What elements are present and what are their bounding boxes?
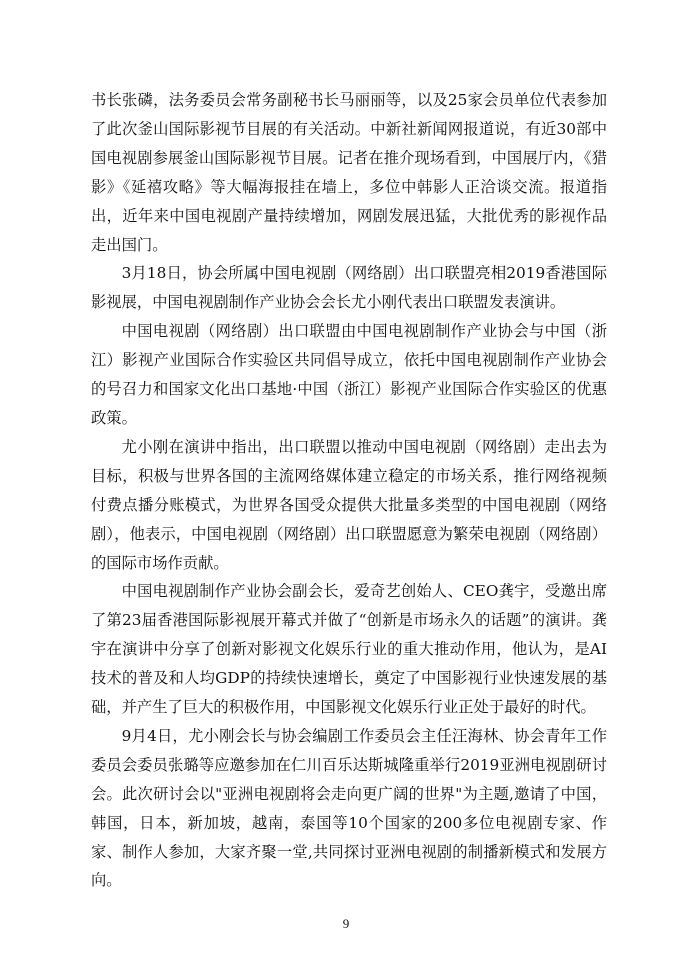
paragraph-speech-summary: 尤小刚在演讲中指出，出口联盟以推动中国电视剧（网络剧）走出去为目标，积极与世界各国的主流网络媒体建立稳定的市场关系，推行网络视频付费点播分账模式，为世界各国受众提供大批量多类型的中国电视剧（网络剧），他表示，中国电视剧（网络剧）出口联盟愿意为繁荣电视剧（网络剧）的国际市场作贡献。 — [91, 437, 607, 572]
paragraph-hong-kong-filmart: 3月18日，协会所属中国电视剧（网络剧）出口联盟亮相2019香港国际影视展，中国电视剧制作产业协会会长尤小刚代表出口联盟发表演讲。 — [91, 264, 607, 312]
paragraph-asia-drama-symposium: 9月4日，尤小刚会长与协会编剧工作委员会主任汪海林、协会青年工作委员会委员张璐等应邀参加在仁川百乐达斯城隆重举行2019亚洲电视剧研讨会。此次研讨会以"亚洲电视剧将会走向更广阔的世界"为主题,邀请了中国，韩国，日本，新加坡，越南，泰国等10个国家的200多位电视剧专家、作家、制作人参加，大家齐聚一堂,共同探讨亚洲电视剧的制播新模式和发展方向。 — [91, 726, 607, 890]
page-number: 9 — [342, 916, 350, 931]
paragraph-export-alliance: 中国电视剧（网络剧）出口联盟由中国电视剧制作产业协会与中国（浙江）影视产业国际合作实验区共同倡导成立，依托中国电视剧制作产业协会的号召力和国家文化出口基地·中国（浙江）影视产业国际合作实验区的优惠政策。 — [91, 322, 607, 427]
body-text — [91, 86, 607, 895]
paragraph-busan-festival: 书长张磷，法务委员会常务副秘书长马丽丽等，以及25家会员单位代表参加了此次釜山国际影视节目展的有关活动。中新社新闻网报道说，有近30部中国电视剧参展釜山国际影视节目展。记者在推介现场看到，中国展厅内，《猎影》《延禧攻略》等大幅海报挂在墙上，多位中韩影人正洽谈交流。报道指出，近年来中国电视剧产量持续增加，网剧发展迅猛，大批优秀的影视作品走出国门。 — [91, 91, 607, 254]
paragraph-iqiyi-gong-yu: 中国电视剧制作产业协会副会长，爱奇艺创始人、CEO龚宇，受邀出席了第23届香港国际影视展开幕式并做了“创新是市场永久的话题”的演讲。龚宇在演讲中分享了创新对影视文化娱乐行业的重大推动作用，他认为，是AI技术的普及和人均GDP的持续快速增长，奠定了中国影视行业快速发展的基础，并产生了巨大的积极作用，中国影视文化娱乐行业正处于最好的时代。 — [91, 582, 607, 717]
